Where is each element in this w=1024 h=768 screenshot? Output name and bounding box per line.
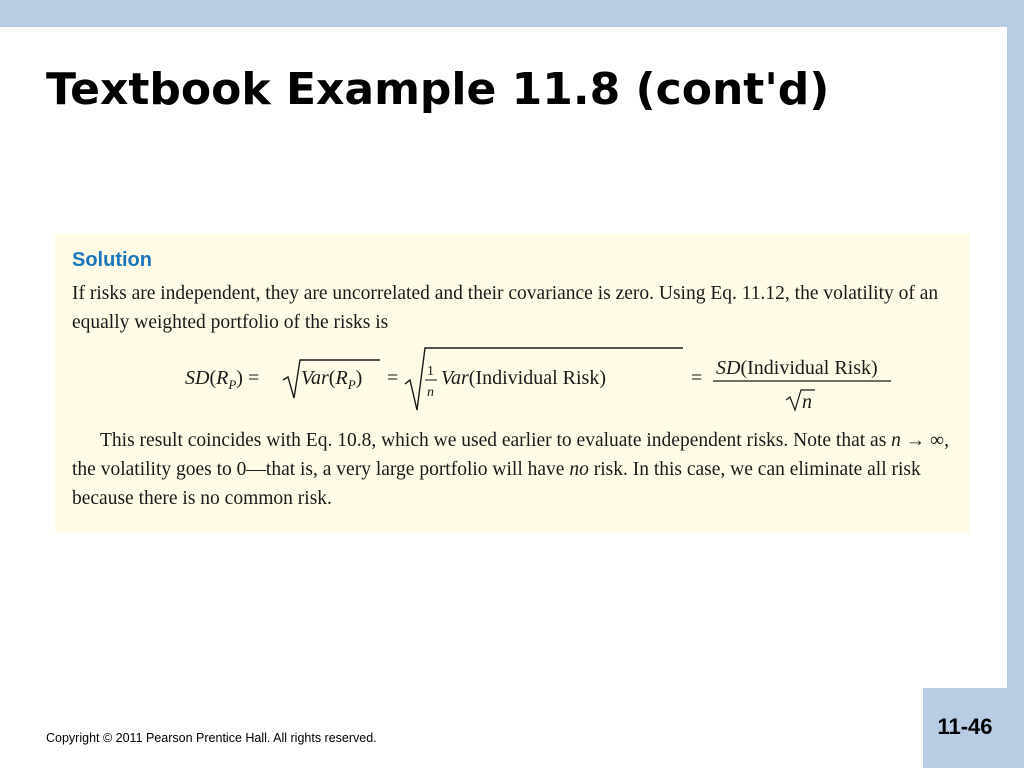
svg-text:n: n: [427, 385, 434, 400]
svg-text:Var(Individual Risk): Var(Individual Risk): [441, 367, 607, 389]
right-band: [1007, 0, 1024, 768]
top-band: [0, 0, 1024, 27]
solution-heading: Solution: [72, 249, 152, 271]
svg-text:1: 1: [427, 364, 434, 379]
volatility-equation: [175, 344, 878, 414]
solution-paragraph-1: If risks are independent, they are uncorrelated and their covariance is zero. Using Eq. 11.12, the volatility of an equally weighted portfolio of the risks is: [72, 283, 939, 333]
eq-sd: SD: [185, 367, 210, 389]
svg-text:Var(RP): $Var(R_P)$: [301, 367, 363, 392]
page-number: 11-46: [937, 714, 993, 739]
svg-text:n: n: [802, 391, 812, 413]
svg-text:=: =: [691, 367, 703, 389]
solution-paragraph-2: This result coincides with Eq. 10.8, which we used earlier to evaluate independent risks. Note that as n → ∞, the volatility goes to 0—that is, a very large portfolio will have no risk. In this case, we can eliminate all risk because there is no common risk.: [72, 430, 949, 509]
solution-box: [55, 234, 970, 533]
svg-text:=: =: [387, 367, 399, 389]
copyright-footer: Copyright © 2011 Pearson Prentice Hall. All rights reserved.: [46, 731, 377, 745]
svg-text:SD(RP) =: $SD(R_P)$ =: [185, 367, 260, 392]
svg-text:SD(Individual Risk): SD(Individual Risk): [716, 357, 878, 379]
slide-title: Textbook Example 11.8 (cont'd): [46, 64, 830, 115]
